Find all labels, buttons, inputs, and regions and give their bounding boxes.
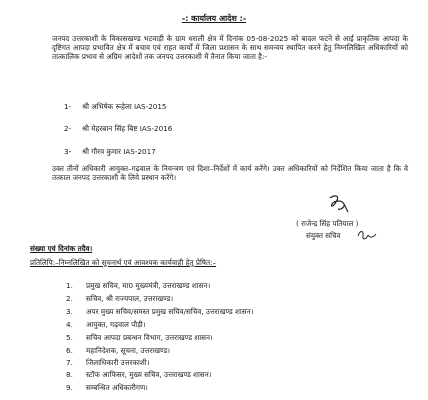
- list-item: जिलाधिकारी उत्तरकाशी।: [86, 358, 150, 367]
- order-heading: -: कार्यालय आदेश :-: [181, 14, 247, 23]
- list-item: स्टॉफ आफिसर, मुख्य सचिव, उत्तराखण्ड शासन।: [86, 370, 212, 379]
- list-item: सचिव, श्री राज्यपाल, उत्तराखण्ड।: [86, 294, 174, 303]
- officer-1-name: श्री अभिषेक रूहेला IAS-2015: [82, 102, 167, 111]
- list-item-number: 4.: [66, 320, 73, 329]
- list-item-number: 1.: [66, 281, 73, 290]
- officer-2-number: 2-: [64, 124, 72, 133]
- order-paragraph-1: जनपद उत्तरकाशी के विकासखण्ड भटवाड़ी के ग्राम धराली क्षेत्र में दिनांक 05-08-2025 को बादल फटने से आई प्राकृतिक आपदा के दृष्टिगत आपदा प्रभावित क्षेत्र में बचाव एवं राहत कार्यों में जिला प्रशासन के साथ समन्वय स्थापित करने हेतु निम्नलिखित अधिकारियों को तात्कालिक प्रभाव से अग्रिम आदेशों तक जनपद उत्तरकाशी में तैनात किया जाता है:-: [52, 34, 408, 61]
- list-item-number: 8.: [66, 370, 73, 379]
- officer-1-number: 1-: [64, 102, 72, 111]
- officer-3-name: श्री गौरव कुमार IAS-2017: [82, 147, 156, 156]
- signer-title: संयुक्त सचिव: [306, 231, 341, 240]
- list-item: सम्बन्धित अधिकारीगण।: [86, 383, 148, 392]
- initials-mark: [356, 228, 378, 242]
- list-item-number: 3.: [66, 307, 73, 316]
- list-item-number: 9.: [66, 383, 73, 392]
- list-item-number: 6.: [66, 346, 73, 355]
- signature-mark: [326, 192, 356, 214]
- list-item: सचिव आपदा प्रबन्धन विभाग, उत्तराखण्ड शासन।: [86, 333, 213, 342]
- list-item: प्रमुख सचिव, मा0 मुख्यमंत्री, उत्तराखण्ड शासन।: [86, 281, 211, 290]
- copy-to-intro: प्रतिलिपि:–निम्नलिखित को सूचनार्थ एवं आवश्यक कार्यवाही हेतु प्रेषित:–: [30, 258, 217, 267]
- list-item: आयुक्त, गढ़वाल पौड़ी।: [86, 320, 146, 329]
- order-paragraph-2: उक्त तीनों अधिकारी आयुक्त–गढ़वाल के नियन्त्रण एवं दिशा–निर्देशों में कार्य करेंगे। उक्त अधिकारियों को निर्देशित किया जाता है कि वे तत्काल जनपद उत्तरकाशी के लिये प्रस्थान करेंगे।: [52, 164, 408, 182]
- officer-3-number: 3-: [64, 147, 72, 156]
- list-item-number: 7.: [66, 358, 73, 367]
- signer-name: ( राजेन्द्र सिंह पतियाल ): [296, 219, 359, 228]
- list-item-number: 5.: [66, 333, 73, 342]
- officer-2-name: श्री मेहरबान सिंह बिष्ट IAS-2016: [82, 124, 173, 133]
- list-item-number: 2.: [66, 294, 73, 303]
- list-item: महानिदेशक, सूचना, उत्तराखण्ड।: [86, 346, 171, 355]
- list-item: अपर मुख्य सचिव/समस्त प्रमुख सचिव/सचिव, उत्तराखण्ड शासन।: [86, 307, 254, 316]
- reference-number-date: संख्या एवं दिनांक तदैव।: [30, 244, 93, 253]
